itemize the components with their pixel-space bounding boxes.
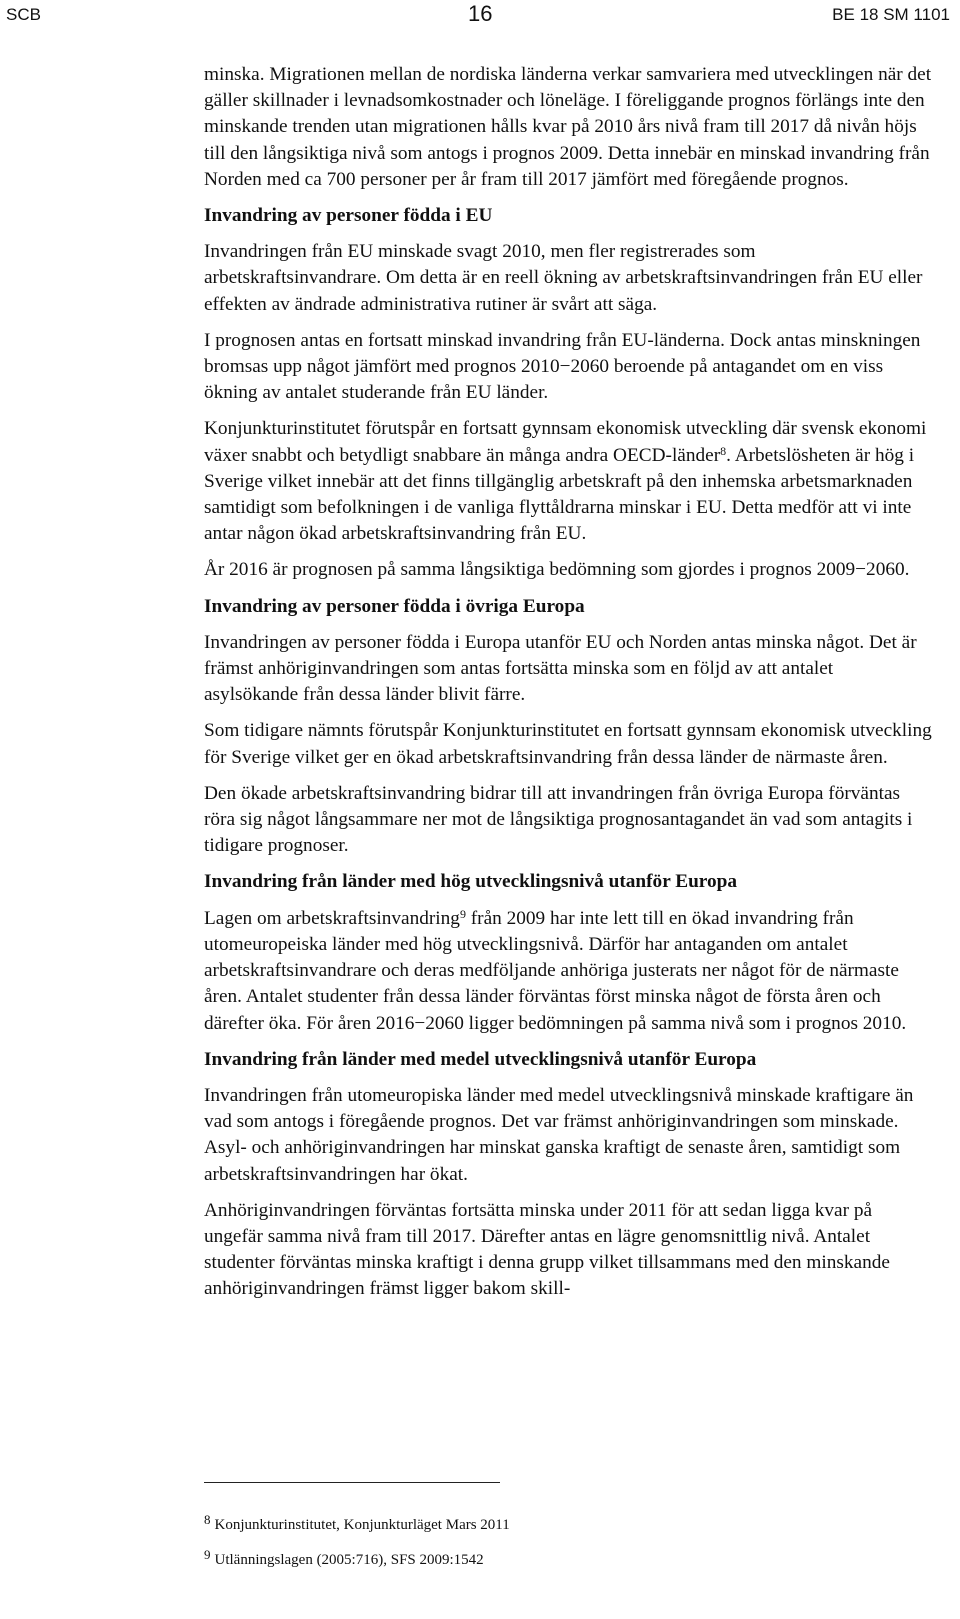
paragraph-2016: År 2016 är prognosen på samma långsiktiga bedömning som gjordes i prognos 2009−2060. [204, 559, 910, 581]
paragraph-medium-development-2: Anhöriginvandringen förväntas fortsätta minska under 2011 för att sedan ligga kvar på ungefär samma nivå fram till 2017. Därefter antas en lägre genomsnittlig nivå. Antalet studenter förväntas minska kraftigt i denna grupp vilket tillsammans med den minskande anhöriginvandringen främst ligger bakom skill- [204, 1199, 890, 1300]
heading-other-europe: Invandring av personer födda i övriga Europa [204, 595, 585, 617]
paragraph-other-europe-3: Den ökade arbetskraftsinvandring bidrar till att invandringen från övriga Europa förväntas röra sig något långsammare ner mot de långsiktiga prognosantagandet än vad som antagits i tidigare prognoser. [204, 782, 913, 857]
paragraph-high-development-text-b: från 2009 har inte lett till en ökad invandring från utomeuropeiska länder med hög utvecklingsnivå. Därför har antaganden om antalet arbetskraftsinvandrare och deras medföljande anhöriga justerats ner något för de närmaste åren. Antalet studenter från dessa länder förväntas först minska något de första åren och därefter öka. För åren 2016−2060 ligger bedömningen på samma nivå som i prognos 2010. [204, 907, 907, 1034]
page-header [0, 0, 960, 30]
paragraph-other-europe-2: Som tidigare nämnts förutspår Konjunkturinstitutet en fortsatt gynnsam ekonomisk utveckling för Sverige vilket ger en ökad arbetskraftsinvandring från dessa länder de närmaste åren. [204, 720, 932, 768]
footnote-ref-8[interactable]: 8 [720, 443, 727, 458]
header-publisher: SCB [6, 5, 41, 24]
header-document-code: BE 18 SM 1101 [832, 5, 950, 24]
footnote-9 [204, 1545, 484, 1570]
heading-high-development: Invandring från länder med hög utvecklingsnivå utanför Europa [204, 871, 738, 893]
page-number: 16 [468, 1, 493, 26]
page-body [204, 62, 932, 1313]
footnote-9-text: Utlänningslagen (2005:716), SFS 2009:1542 [214, 1552, 484, 1568]
paragraph-high-development-text-a: Lagen om arbetskraftsinvandring [204, 907, 460, 929]
paragraph-konjunktur [204, 416, 932, 547]
paragraph-other-europe-1: Invandringen av personer födda i Europa utanför EU och Norden antas minska något. Det är främst anhöriginvandringen som antas fortsätta minska som en följd av att antalet asylsökande från dessa länder blivit färre. [204, 631, 917, 706]
paragraph-medium-development-1: Invandringen från utomeuropiska länder med medel utvecklingsnivå minskade kraftigare än vad som antogs i föregående prognos. Det var främst anhöriginvandringen som minskade. Asyl- och anhöriginvandringen har minskat ganska kraftigt de senaste åren, samtidigt som arbetskraftsinvandringen har ökat. [204, 1084, 914, 1185]
heading-eu: Invandring av personer födda i EU [204, 205, 493, 227]
paragraph-eu-forecast: I prognosen antas en fortsatt minskad invandring från EU-länderna. Dock antas minskningen bromsas upp något jämfört med prognos 2010−2060 beroende på antagandet om en viss ökning av antalet studerande från EU länder. [204, 329, 921, 404]
footnote-8-number: 8 [204, 1512, 211, 1527]
footnote-8-text: Konjunkturinstitutet, Konjunkturläget Mars 2011 [214, 1517, 510, 1533]
paragraph-eu-2010: Invandringen från EU minskade svagt 2010, men fler registrerades som arbetskraftsinvandrare. Om detta är en reell ökning av arbetskraftsinvandringen från EU eller effekten av ändrade administrativa rutiner är svårt att säga. [204, 241, 923, 315]
paragraph-konjunktur-text-b: . Arbetslösheten är hög i Sverige vilket innebär att det finns tillgänglig arbetskraft på den inhemska arbetsmarknaden samtidigt som befolkningen i de vanliga flyttåldrarna minskar i EU. Detta medför att vi inte antar någon ökad arbetskraftsinvandring från EU. [204, 444, 915, 545]
heading-medium-development: Invandring från länder med medel utvecklingsnivå utanför Europa [204, 1048, 757, 1070]
paragraph-nordic-migration: minska. Migrationen mellan de nordiska länderna verkar samvariera med utvecklingen när det gäller skillnader i levnadsomkostnader och löneläge. I föreliggande prognos förlängs inte den minskande trenden utan migrationen hålls kvar på 2010 års nivå fram till 2017 då nivån höjs till den långsiktiga nivå som antogs i prognos 2009. Detta innebär en minskad invandring från Norden med ca 700 personer per år fram till 2017 jämfört med föregående prognos. [204, 64, 932, 190]
footnote-ref-9[interactable]: 9 [459, 906, 466, 921]
footnote-8 [204, 1510, 510, 1535]
footnote-separator [204, 1482, 500, 1483]
footnote-9-number: 9 [204, 1547, 211, 1562]
paragraph-high-development [204, 906, 932, 1037]
paragraph-konjunktur-text-a: Konjunkturinstitutet förutspår en fortsatt gynnsam ekonomisk utveckling där svensk ekonomi växer snabbt och betydligt snabbare än många andra OECD-länder [204, 418, 927, 466]
